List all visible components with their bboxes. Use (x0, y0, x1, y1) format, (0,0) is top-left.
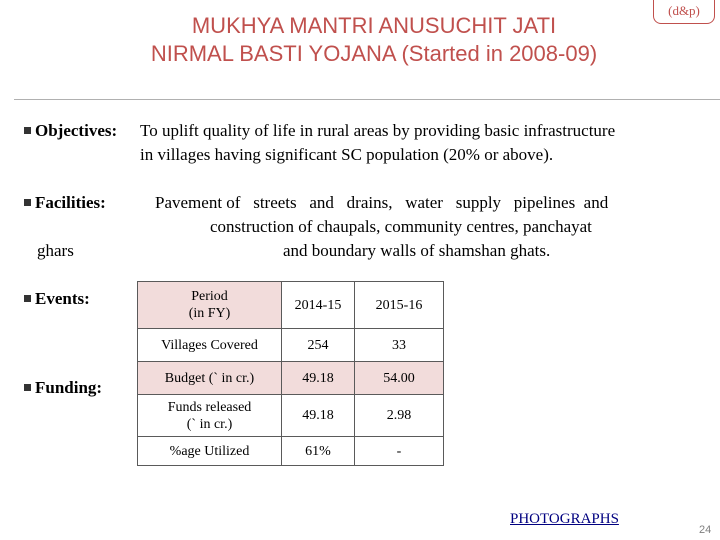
objectives-bullet (24, 119, 117, 143)
facilities-text-ghars: ghars (37, 241, 74, 260)
dept-badge: (d&p) (653, 0, 715, 24)
objectives-text-line-1: To uplift quality of life in rural areas by providing basic infrastructure (140, 121, 616, 140)
table-header-cell: 2015-16 (355, 282, 444, 329)
page-number: 24 (699, 524, 712, 536)
objectives-text-line-2: in villages having significant SC population (20% or above). (140, 145, 554, 164)
table-cell: %age Utilized (138, 437, 282, 466)
events-label: Events: (35, 289, 90, 308)
objectives-label: Objectives: (35, 121, 118, 140)
table-cell: Budget (` in cr.) (138, 362, 282, 395)
slide-title (0, 12, 720, 68)
table-cell: Funds released (` in cr.) (138, 395, 282, 437)
funding-label: Funding: (35, 378, 103, 397)
title-line-1: MUKHYA MANTRI ANUSUCHIT JATI (191, 13, 557, 38)
table-row (138, 329, 444, 362)
bullet-square-icon (24, 199, 31, 206)
facilities-text-line-3: and boundary walls of shamshan ghats. (283, 241, 551, 260)
facilities-text-line-2: construction of chaupals, community centres, panchayat (210, 217, 592, 236)
table-cell: 54.00 (355, 362, 444, 395)
table-cell: 61% (282, 437, 355, 466)
title-line-2: NIRMAL BASTI YOJANA (Started in 2008-09) (150, 41, 598, 66)
events-funding-table (137, 281, 444, 466)
table-header-cell: Period (in FY) (138, 282, 282, 329)
facilities-label: Facilities: (35, 193, 106, 212)
table-cell: 33 (355, 329, 444, 362)
table-cell: 49.18 (282, 362, 355, 395)
table-cell: 49.18 (282, 395, 355, 437)
table-cell: 254 (282, 329, 355, 362)
facilities-bullet (24, 191, 106, 215)
table-cell: Villages Covered (138, 329, 282, 362)
table-header-row (138, 282, 444, 329)
funding-bullet (24, 376, 102, 400)
table-cell: 2.98 (355, 395, 444, 437)
bullet-square-icon (24, 127, 31, 134)
table-row (138, 362, 444, 395)
header-divider (14, 99, 720, 100)
table-cell: - (355, 437, 444, 466)
table-header-cell: 2014-15 (282, 282, 355, 329)
table-row (138, 437, 444, 466)
table-row (138, 395, 444, 437)
facilities-text-line-1: Pavement of streets and drains, water supply pipelines and (155, 193, 609, 212)
bullet-square-icon (24, 295, 31, 302)
events-bullet (24, 287, 90, 311)
bullet-square-icon (24, 384, 31, 391)
photographs-link[interactable]: PHOTOGRAPHS (510, 511, 619, 527)
